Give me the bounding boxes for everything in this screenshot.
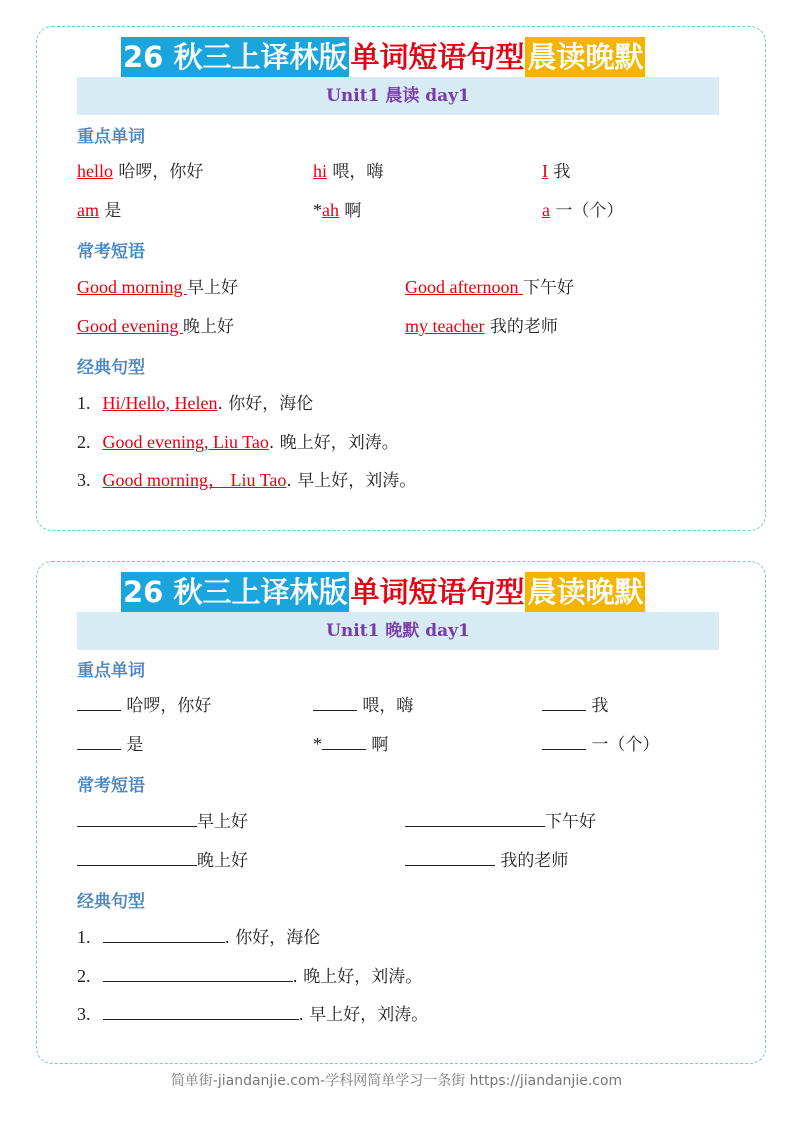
morning-sentence-2: 2. Good evening, Liu Tao. 晚上好，刘涛。 xyxy=(77,432,399,453)
morning-phrase-my-teacher: my teacher 我的老师 xyxy=(405,316,558,337)
title-part1: 26 秋三上译林版 xyxy=(121,37,349,77)
answer-blank[interactable] xyxy=(103,964,293,982)
title-part3: 晨读晚默 xyxy=(525,572,645,612)
morning-word-a: a 一（个） xyxy=(542,200,624,221)
evening-sentence-3: 3. . 早上好，刘涛。 xyxy=(77,1004,429,1025)
evening-section-words: 重点单词 xyxy=(77,661,145,681)
evening-phrase-blank-1: 早上好 xyxy=(77,809,248,834)
evening-word-blank-5: * 啊 xyxy=(313,734,389,755)
title-part2: 单词短语句型 xyxy=(350,40,525,74)
evening-sentence-2: 2. . 晚上好，刘涛。 xyxy=(77,966,423,987)
evening-phrase-blank-3: 晚上好 xyxy=(77,848,248,873)
morning-word-ah: *ah 啊 xyxy=(313,200,362,221)
morning-section-words: 重点单词 xyxy=(77,127,145,147)
title-part3: 晨读晚默 xyxy=(525,37,645,77)
title-part1: 26 秋三上译林版 xyxy=(121,572,349,612)
evening-section-sentences: 经典句型 xyxy=(77,892,145,912)
morning-section-phrases: 常考短语 xyxy=(77,242,145,262)
evening-word-blank-2: 喂，嗨 xyxy=(313,693,413,718)
answer-blank[interactable] xyxy=(77,732,121,750)
evening-card xyxy=(36,561,766,1064)
morning-word-am: am 是 xyxy=(77,200,122,221)
answer-blank[interactable] xyxy=(77,848,197,866)
morning-card xyxy=(36,26,766,531)
answer-blank[interactable] xyxy=(77,693,121,711)
answer-blank[interactable] xyxy=(103,1002,299,1020)
evening-title xyxy=(121,572,645,612)
morning-sentence-3: 3. Good morning， Liu Tao. 早上好，刘涛。 xyxy=(77,470,417,491)
morning-sentence-1: 1. Hi/Hello, Helen. 你好，海伦 xyxy=(77,393,314,414)
evening-unit-label: Unit1 晚默 day1 xyxy=(77,612,719,650)
answer-blank[interactable] xyxy=(405,848,495,866)
evening-phrase-blank-2: 下午好 xyxy=(405,809,596,834)
morning-phrase-good-afternoon: Good afternoon 下午好 xyxy=(405,277,574,298)
answer-blank[interactable] xyxy=(542,732,586,750)
morning-word-hi: hi 喂，嗨 xyxy=(313,161,384,182)
answer-blank[interactable] xyxy=(542,693,586,711)
answer-blank[interactable] xyxy=(405,809,545,827)
morning-word-hello: hello 哈啰，你好 xyxy=(77,161,204,182)
evening-section-phrases: 常考短语 xyxy=(77,776,145,796)
page-footer: 简单街-jiandanjie.com-学科网简单学习一条街 https://jiandanjie.com xyxy=(170,1073,623,1089)
answer-blank[interactable] xyxy=(313,693,357,711)
morning-word-i: I 我 xyxy=(542,161,571,182)
morning-phrase-good-morning: Good morning 早上好 xyxy=(77,277,238,298)
answer-blank[interactable] xyxy=(77,809,197,827)
evening-word-blank-6: 一（个） xyxy=(542,732,659,757)
title-part2: 单词短语句型 xyxy=(350,575,525,609)
evening-word-blank-1: 哈啰，你好 xyxy=(77,693,211,718)
evening-phrase-blank-4: 我的老师 xyxy=(405,848,568,873)
evening-word-blank-3: 我 xyxy=(542,693,608,718)
answer-blank[interactable] xyxy=(322,732,366,750)
answer-blank[interactable] xyxy=(103,925,225,943)
morning-phrase-good-evening: Good evening 晚上好 xyxy=(77,316,234,337)
morning-unit-label: Unit1 晨读 day1 xyxy=(77,77,719,115)
evening-sentence-1: 1. . 你好，海伦 xyxy=(77,927,321,948)
morning-section-sentences: 经典句型 xyxy=(77,358,145,378)
evening-word-blank-4: 是 xyxy=(77,732,143,757)
morning-title xyxy=(121,37,645,77)
